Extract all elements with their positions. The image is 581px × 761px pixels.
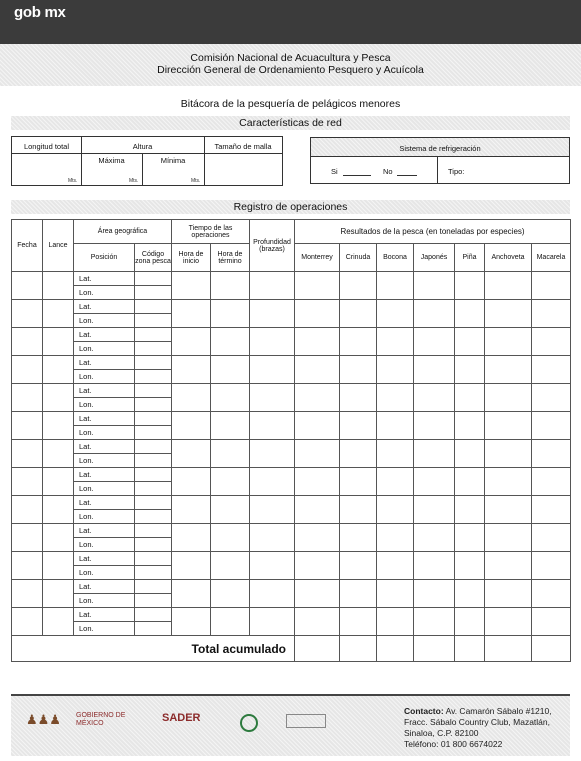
- hora-inicio-cell[interactable]: [172, 440, 211, 468]
- operation-record-row: [12, 580, 571, 594]
- species-tonnage-cell[interactable]: [532, 440, 571, 468]
- profundidad-header: Profundidad (brazas): [250, 220, 295, 272]
- lat-label: Lat.: [74, 440, 135, 454]
- hora-inicio-cell[interactable]: [172, 412, 211, 440]
- species-tonnage-cell[interactable]: [532, 384, 571, 412]
- species-tonnage-cell[interactable]: [485, 552, 532, 580]
- species-tonnage-cell[interactable]: [414, 580, 455, 608]
- lance-cell[interactable]: [43, 384, 74, 412]
- operation-record-row: [12, 272, 571, 286]
- no-blank[interactable]: [397, 175, 417, 176]
- contact-label: Contacto:: [404, 706, 444, 716]
- longitud-unit: Mts.: [68, 178, 78, 184]
- lance-cell[interactable]: [43, 496, 74, 524]
- fecha-cell[interactable]: [12, 580, 43, 608]
- hora-termino-cell[interactable]: [211, 272, 250, 300]
- profundidad-cell[interactable]: [250, 412, 295, 440]
- species-tonnage-cell[interactable]: [377, 412, 414, 440]
- hora-inicio-header: Hora de inicio: [172, 244, 211, 272]
- top-bar: [0, 0, 581, 44]
- hora-termino-cell[interactable]: [211, 496, 250, 524]
- hora-termino-cell[interactable]: [211, 468, 250, 496]
- lance-cell[interactable]: [43, 608, 74, 636]
- operations-table: [11, 219, 571, 662]
- species-tonnage-cell[interactable]: [414, 412, 455, 440]
- species-tonnage-cell[interactable]: [295, 580, 340, 608]
- fecha-cell[interactable]: [12, 552, 43, 580]
- codigo-zona-cell[interactable]: [135, 426, 172, 440]
- lon-label: Lon.: [74, 594, 135, 608]
- species-tonnage-cell[interactable]: [340, 328, 377, 356]
- species-tonnage-cell[interactable]: [377, 524, 414, 552]
- species-tonnage-cell[interactable]: [455, 440, 485, 468]
- codigo-zona-cell[interactable]: [135, 552, 172, 566]
- species-tonnage-cell[interactable]: [485, 272, 532, 300]
- hora-termino-cell[interactable]: [211, 384, 250, 412]
- species-header: Bocona: [377, 244, 414, 272]
- species-tonnage-cell[interactable]: [340, 440, 377, 468]
- species-tonnage-cell[interactable]: [532, 608, 571, 636]
- species-tonnage-cell[interactable]: [377, 300, 414, 328]
- profundidad-cell[interactable]: [250, 272, 295, 300]
- lat-label: Lat.: [74, 608, 135, 622]
- species-tonnage-cell[interactable]: [455, 496, 485, 524]
- lon-label: Lon.: [74, 398, 135, 412]
- tamano-malla-label: Tamaño de malla: [214, 142, 272, 151]
- species-tonnage-cell[interactable]: [485, 412, 532, 440]
- codigo-zona-cell[interactable]: [135, 272, 172, 286]
- lon-label: Lon.: [74, 314, 135, 328]
- species-tonnage-cell[interactable]: [295, 356, 340, 384]
- species-tonnage-cell[interactable]: [295, 412, 340, 440]
- lat-label: Lat.: [74, 384, 135, 398]
- codigo-zona-cell[interactable]: [135, 524, 172, 538]
- species-tonnage-cell[interactable]: [455, 468, 485, 496]
- species-tonnage-cell[interactable]: [532, 496, 571, 524]
- species-tonnage-cell[interactable]: [485, 608, 532, 636]
- institution-logo: [286, 714, 326, 728]
- species-tonnage-cell[interactable]: [295, 552, 340, 580]
- hora-termino-cell[interactable]: [211, 440, 250, 468]
- species-tonnage-cell[interactable]: [295, 608, 340, 636]
- lon-label: Lon.: [74, 286, 135, 300]
- total-species-cell[interactable]: [414, 636, 455, 662]
- species-tonnage-cell[interactable]: [455, 328, 485, 356]
- total-acumulado-label: Total acumulado: [12, 636, 295, 662]
- codigo-zona-cell[interactable]: [135, 580, 172, 594]
- species-tonnage-cell[interactable]: [340, 552, 377, 580]
- lon-label: Lon.: [74, 454, 135, 468]
- maxima-label: Máxima: [98, 156, 125, 165]
- hora-inicio-cell[interactable]: [172, 300, 211, 328]
- hora-termino-header: Hora de término: [211, 244, 250, 272]
- species-tonnage-cell[interactable]: [414, 356, 455, 384]
- minima-unit: Mts.: [191, 178, 201, 184]
- minima-label: Mínima: [160, 156, 186, 165]
- operation-record-row: [12, 496, 571, 510]
- agency-header: [0, 44, 581, 86]
- lon-label: Lon.: [74, 342, 135, 356]
- operation-record-row: [12, 440, 571, 454]
- species-tonnage-cell[interactable]: [340, 468, 377, 496]
- species-tonnage-cell[interactable]: [295, 272, 340, 300]
- hora-termino-cell[interactable]: [211, 552, 250, 580]
- operation-record-row: [12, 412, 571, 426]
- species-header: Piña: [455, 244, 485, 272]
- altura-label: Altura: [132, 142, 153, 151]
- lat-label: Lat.: [74, 412, 135, 426]
- species-tonnage-cell[interactable]: [532, 468, 571, 496]
- species-tonnage-cell[interactable]: [485, 524, 532, 552]
- codigo-zona-cell[interactable]: [135, 594, 172, 608]
- profundidad-cell[interactable]: [250, 496, 295, 524]
- hora-inicio-cell[interactable]: [172, 384, 211, 412]
- fecha-cell[interactable]: [12, 356, 43, 384]
- species-tonnage-cell[interactable]: [377, 328, 414, 356]
- hora-termino-cell[interactable]: [211, 328, 250, 356]
- lance-cell[interactable]: [43, 272, 74, 300]
- profundidad-cell[interactable]: [250, 468, 295, 496]
- lance-cell[interactable]: [43, 524, 74, 552]
- species-tonnage-cell[interactable]: [377, 384, 414, 412]
- species-tonnage-cell[interactable]: [295, 440, 340, 468]
- lon-label: Lon.: [74, 566, 135, 580]
- species-tonnage-cell[interactable]: [377, 496, 414, 524]
- species-tonnage-cell[interactable]: [455, 272, 485, 300]
- codigo-zona-cell[interactable]: [135, 314, 172, 328]
- fecha-cell[interactable]: [12, 608, 43, 636]
- net-characteristics-box: [11, 136, 283, 186]
- species-tonnage-cell[interactable]: [455, 524, 485, 552]
- si-blank[interactable]: [343, 175, 371, 176]
- tiempo-operaciones-header: Tiempo de las operaciones: [172, 220, 250, 244]
- species-tonnage-cell[interactable]: [295, 468, 340, 496]
- longitud-total-label: Longitud total: [23, 142, 70, 151]
- species-header: Japonés: [414, 244, 455, 272]
- hora-termino-cell[interactable]: [211, 356, 250, 384]
- species-tonnage-cell[interactable]: [340, 272, 377, 300]
- hora-inicio-cell[interactable]: [172, 328, 211, 356]
- profundidad-cell[interactable]: [250, 524, 295, 552]
- profundidad-cell[interactable]: [250, 300, 295, 328]
- codigo-zona-cell[interactable]: [135, 482, 172, 496]
- species-tonnage-cell[interactable]: [414, 300, 455, 328]
- species-tonnage-cell[interactable]: [455, 552, 485, 580]
- species-tonnage-cell[interactable]: [485, 384, 532, 412]
- lance-cell[interactable]: [43, 300, 74, 328]
- species-header: Macarela: [532, 244, 571, 272]
- species-tonnage-cell[interactable]: [295, 384, 340, 412]
- species-tonnage-cell[interactable]: [532, 552, 571, 580]
- total-species-cell[interactable]: [485, 636, 532, 662]
- lance-header: Lance: [43, 220, 74, 272]
- lon-label: Lon.: [74, 510, 135, 524]
- species-tonnage-cell[interactable]: [414, 440, 455, 468]
- operation-record-row: [12, 552, 571, 566]
- species-tonnage-cell[interactable]: [377, 608, 414, 636]
- species-tonnage-cell[interactable]: [485, 328, 532, 356]
- species-tonnage-cell[interactable]: [340, 356, 377, 384]
- species-tonnage-cell[interactable]: [532, 356, 571, 384]
- lance-cell[interactable]: [43, 356, 74, 384]
- species-tonnage-cell[interactable]: [414, 524, 455, 552]
- operation-record-row: [12, 608, 571, 622]
- species-tonnage-cell[interactable]: [414, 608, 455, 636]
- lat-label: Lat.: [74, 328, 135, 342]
- codigo-zona-cell[interactable]: [135, 398, 172, 412]
- lon-label: Lon.: [74, 538, 135, 552]
- hora-inicio-cell[interactable]: [172, 356, 211, 384]
- fecha-cell[interactable]: [12, 272, 43, 300]
- fecha-cell[interactable]: [12, 468, 43, 496]
- lance-cell[interactable]: [43, 552, 74, 580]
- sader-logo: SADER: [162, 712, 201, 724]
- operation-record-row: [12, 468, 571, 482]
- species-tonnage-cell[interactable]: [455, 412, 485, 440]
- hora-inicio-cell[interactable]: [172, 272, 211, 300]
- total-species-cell[interactable]: [532, 636, 571, 662]
- codigo-zona-cell[interactable]: [135, 608, 172, 622]
- total-species-cell[interactable]: [340, 636, 377, 662]
- fecha-cell[interactable]: [12, 328, 43, 356]
- lance-cell[interactable]: [43, 468, 74, 496]
- species-tonnage-cell[interactable]: [532, 272, 571, 300]
- codigo-zona-cell[interactable]: [135, 328, 172, 342]
- species-tonnage-cell[interactable]: [377, 468, 414, 496]
- lat-label: Lat.: [74, 356, 135, 370]
- refrigeration-box: [310, 137, 570, 184]
- operation-record-row: [12, 328, 571, 342]
- species-tonnage-cell[interactable]: [532, 300, 571, 328]
- operation-record-row: [12, 384, 571, 398]
- posicion-header: Posición: [74, 244, 135, 272]
- profundidad-cell[interactable]: [250, 580, 295, 608]
- codigo-zona-cell[interactable]: [135, 300, 172, 314]
- species-tonnage-cell[interactable]: [340, 580, 377, 608]
- codigo-zona-cell[interactable]: [135, 356, 172, 370]
- codigo-zona-cell[interactable]: [135, 412, 172, 426]
- profundidad-cell[interactable]: [250, 356, 295, 384]
- species-tonnage-cell[interactable]: [414, 272, 455, 300]
- species-tonnage-cell[interactable]: [377, 580, 414, 608]
- codigo-zona-cell[interactable]: [135, 384, 172, 398]
- species-tonnage-cell[interactable]: [455, 300, 485, 328]
- lance-cell[interactable]: [43, 328, 74, 356]
- species-tonnage-cell[interactable]: [414, 496, 455, 524]
- hora-termino-cell[interactable]: [211, 524, 250, 552]
- fecha-cell[interactable]: [12, 524, 43, 552]
- species-tonnage-cell[interactable]: [485, 440, 532, 468]
- conapesca-logo: [240, 714, 258, 732]
- species-tonnage-cell[interactable]: [377, 356, 414, 384]
- species-tonnage-cell[interactable]: [455, 608, 485, 636]
- directorate-name: Dirección General de Ordenamiento Pesquero y Acuícola: [157, 64, 424, 76]
- hora-inicio-cell[interactable]: [172, 468, 211, 496]
- fecha-header: Fecha: [12, 220, 43, 272]
- hora-termino-cell[interactable]: [211, 412, 250, 440]
- fecha-cell[interactable]: [12, 440, 43, 468]
- lon-label: Lon.: [74, 482, 135, 496]
- codigo-zona-cell[interactable]: [135, 468, 172, 482]
- profundidad-cell[interactable]: [250, 552, 295, 580]
- operation-record-row: [12, 524, 571, 538]
- species-tonnage-cell[interactable]: [532, 580, 571, 608]
- profundidad-cell[interactable]: [250, 328, 295, 356]
- hora-inicio-cell[interactable]: [172, 552, 211, 580]
- species-tonnage-cell[interactable]: [377, 552, 414, 580]
- species-header: Anchoveta: [485, 244, 532, 272]
- contact-phone: Teléfono: 01 800 6674022: [404, 739, 503, 749]
- lat-label: Lat.: [74, 552, 135, 566]
- species-tonnage-cell[interactable]: [485, 356, 532, 384]
- lat-label: Lat.: [74, 272, 135, 286]
- fecha-cell[interactable]: [12, 496, 43, 524]
- codigo-zona-cell[interactable]: [135, 566, 172, 580]
- species-tonnage-cell[interactable]: [340, 608, 377, 636]
- lance-cell[interactable]: [43, 440, 74, 468]
- species-tonnage-cell[interactable]: [295, 496, 340, 524]
- contact-info: [404, 706, 566, 750]
- species-tonnage-cell[interactable]: [532, 328, 571, 356]
- species-header: Crinuda: [340, 244, 377, 272]
- species-tonnage-cell[interactable]: [532, 524, 571, 552]
- species-tonnage-cell[interactable]: [414, 468, 455, 496]
- net-section-title: Características de red: [11, 116, 570, 130]
- hora-termino-cell[interactable]: [211, 608, 250, 636]
- no-label: No: [383, 167, 393, 176]
- codigo-zona-cell[interactable]: [135, 538, 172, 552]
- codigo-zona-cell[interactable]: [135, 454, 172, 468]
- operation-record-row: [12, 300, 571, 314]
- lon-label: Lon.: [74, 622, 135, 636]
- species-tonnage-cell[interactable]: [295, 328, 340, 356]
- species-tonnage-cell[interactable]: [377, 440, 414, 468]
- hora-inicio-cell[interactable]: [172, 496, 211, 524]
- species-tonnage-cell[interactable]: [340, 384, 377, 412]
- species-tonnage-cell[interactable]: [340, 412, 377, 440]
- fecha-cell[interactable]: [12, 412, 43, 440]
- gobierno-mexico-logo: GOBIERNO DE MÉXICO: [76, 712, 126, 727]
- lat-label: Lat.: [74, 468, 135, 482]
- lat-label: Lat.: [74, 496, 135, 510]
- lon-label: Lon.: [74, 370, 135, 384]
- hora-inicio-cell[interactable]: [172, 580, 211, 608]
- codigo-zona-cell[interactable]: [135, 286, 172, 300]
- species-tonnage-cell[interactable]: [340, 524, 377, 552]
- profundidad-cell[interactable]: [250, 440, 295, 468]
- total-species-cell[interactable]: [377, 636, 414, 662]
- hora-inicio-cell[interactable]: [172, 608, 211, 636]
- hora-termino-cell[interactable]: [211, 580, 250, 608]
- lance-cell[interactable]: [43, 412, 74, 440]
- species-tonnage-cell[interactable]: [455, 356, 485, 384]
- profundidad-cell[interactable]: [250, 608, 295, 636]
- tipo-label: Tipo:: [448, 167, 465, 176]
- fecha-cell[interactable]: [12, 300, 43, 328]
- lon-label: Lon.: [74, 426, 135, 440]
- species-tonnage-cell[interactable]: [414, 384, 455, 412]
- species-tonnage-cell[interactable]: [340, 300, 377, 328]
- codigo-zona-cell[interactable]: [135, 510, 172, 524]
- area-geografica-header: Área geográfica: [74, 220, 172, 244]
- maxima-unit: Mts.: [129, 178, 139, 184]
- species-tonnage-cell[interactable]: [485, 300, 532, 328]
- lat-label: Lat.: [74, 580, 135, 594]
- people-illustration-icon: ♟♟♟: [26, 712, 61, 727]
- species-tonnage-cell[interactable]: [295, 524, 340, 552]
- codigo-zona-cell[interactable]: [135, 370, 172, 384]
- species-tonnage-cell[interactable]: [455, 580, 485, 608]
- hora-termino-cell[interactable]: [211, 300, 250, 328]
- form-title: Bitácora de la pesquería de pelágicos menores: [180, 98, 401, 110]
- species-tonnage-cell[interactable]: [485, 496, 532, 524]
- lat-label: Lat.: [74, 300, 135, 314]
- total-species-cell[interactable]: [455, 636, 485, 662]
- codigo-zona-cell[interactable]: [135, 440, 172, 454]
- si-label: Si: [331, 167, 338, 176]
- species-tonnage-cell[interactable]: [340, 496, 377, 524]
- gobmx-logo: gob mx: [14, 4, 66, 21]
- species-tonnage-cell[interactable]: [414, 328, 455, 356]
- hora-inicio-cell[interactable]: [172, 524, 211, 552]
- species-tonnage-cell[interactable]: [485, 468, 532, 496]
- species-tonnage-cell[interactable]: [485, 580, 532, 608]
- fecha-cell[interactable]: [12, 384, 43, 412]
- operation-record-row: [12, 356, 571, 370]
- codigo-zona-cell[interactable]: [135, 622, 172, 636]
- species-tonnage-cell[interactable]: [455, 384, 485, 412]
- operations-section-title: Registro de operaciones: [11, 200, 570, 214]
- codigo-zona-cell[interactable]: [135, 496, 172, 510]
- codigo-zona-header: Código zona pesca: [135, 244, 172, 272]
- refrigeration-title: Sistema de refrigeración: [399, 144, 481, 153]
- species-tonnage-cell[interactable]: [532, 412, 571, 440]
- codigo-zona-cell[interactable]: [135, 342, 172, 356]
- species-header: Monterrey: [295, 244, 340, 272]
- agency-name: Comisión Nacional de Acuacultura y Pesca: [190, 52, 391, 64]
- resultados-header: Resultados de la pesca (en toneladas por especies): [295, 220, 571, 244]
- lat-label: Lat.: [74, 524, 135, 538]
- species-tonnage-cell[interactable]: [377, 272, 414, 300]
- contact-address: Av. Camarón Sábalo #1210, Fracc. Sábalo Country Club, Mazatlán, Sinaloa, C.P. 82100: [404, 706, 552, 738]
- species-tonnage-cell[interactable]: [414, 552, 455, 580]
- lance-cell[interactable]: [43, 580, 74, 608]
- total-species-cell[interactable]: [295, 636, 340, 662]
- species-tonnage-cell[interactable]: [295, 300, 340, 328]
- profundidad-cell[interactable]: [250, 384, 295, 412]
